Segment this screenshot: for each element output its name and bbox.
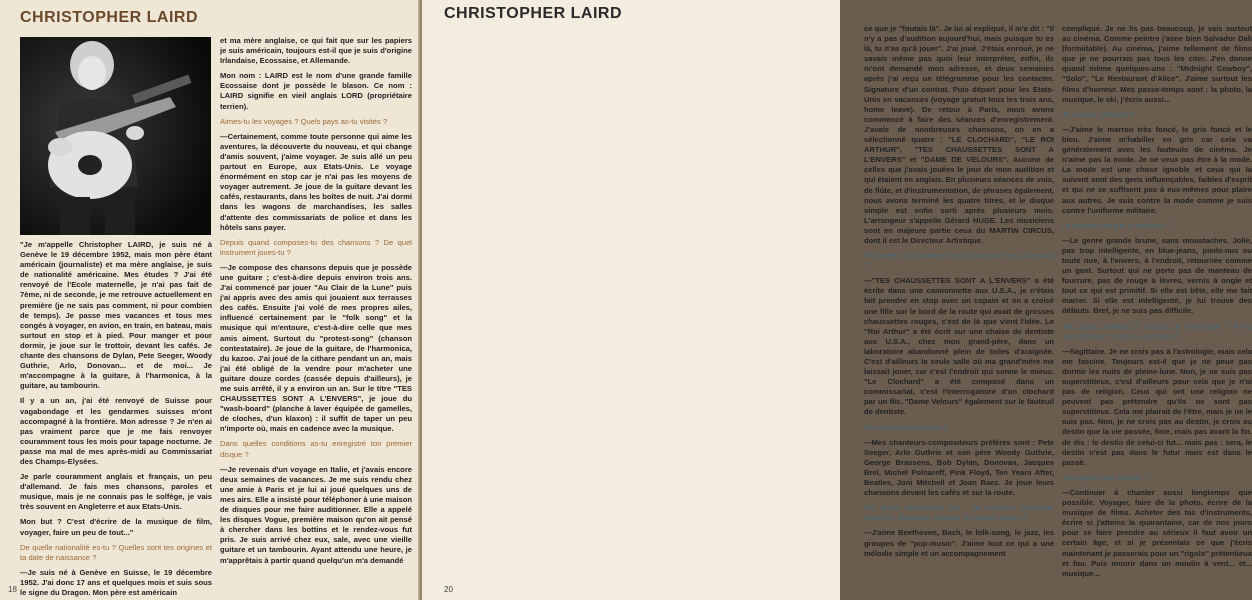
interview-answer: Mon nom : LAIRD est le nom d'une grande famille Ecossaise dont je possède le blason. Ce nom : LAIRD signifie en vieil anglais LORD (propriétaire terrien). — [220, 71, 412, 111]
interview-question: Ton signe zodiacal ? Crois-tu à l'astrologie ? Es-tu superstitieux ? Crois-tu au destin ? — [1062, 321, 1252, 341]
interview-answer: "Je m'appelle Christopher LAIRD, je suis né à Genève le 19 décembre 1952, mais mon père étant américain (journaliste) et ma mère anglaise, je suis de nationalité américaine. Mes études ? J'ai été renvoyé de l'Ecole maternelle, je n'ai pas fait de 7ème, ni de seconde, je me retrouve actuellement en première (je ne sais pas comment, ni pour combien de temps). Je passe mes vacances et tous mes congés à voyager, en avion, en train, en bateau, mais surtout en stop et à pied. Pour manger et pour dormir, je joue sur le trottoir, devant les cafés. Je chante des chansons de Dylan, Pete Seeger, Woody Guthrie, Arlo, Donovan... et de moi... Je m'accompagne à la guitare, à l'harmonica, à la guitare, au tambourin. — [20, 240, 212, 391]
interview-answer: —J'aime le marron très foncé, le gris foncé et le bleu. J'aime m'habiller en gris car cela va généralement avec les fauteuils de cinéma. Je n'aime pas la mode. Je ne veux pas être à la mode. La mode est une chose ignoble et ceux qui la suivent sont des gens influençables, faibles d'esprit et qui ne se suffisent pas à eux-mêmes pour plaire aux autres. Je suis contre la mode comme je suis contre l'uniforme militaire. — [1062, 124, 1252, 215]
text-column-3 — [864, 24, 1054, 594]
page-number-left: 18 — [8, 585, 17, 594]
interview-answer: —Mes chanteurs-compositeurs préférés sont : Pete Seeger, Arlo Guthrie et son père Woody Guthrie, George Brassens, Bob Dylan, Donovan, Jacques Brel, Michel Polnareff, Pink Floyd, Ten Years After, Beatles, Joni Mitchell et Joan Baez. Je joue leurs chansons devant les cafés et sur la route. — [864, 437, 1054, 498]
text-column-1 — [20, 240, 212, 595]
interview-question: Tes goûts personnels sur : la musique classique, moderne, littérature, cinéma. Ton passe-temps ? — [864, 503, 1054, 523]
interview-question: Ta couleur préférée ? — [1062, 109, 1134, 119]
page-title-right: CHRISTOPHER LAIRD — [444, 5, 622, 22]
interview-answer: —Je compose des chansons depuis que je possède une guitare ; c'est-à-dire depuis environ trois ans. J'ai commencé par jouer "Au Clair de la Lune" puis j'ai appris avec des amis qui jouaient aux terrasses des cafés. Ensuite j'ai volé de mes propres ailes, influencé certainement par le "folk song" et la musique qui m'entoure, c'est-à-dire celle que mes amis aiment. Surtout du "protest-song" (chanson contestataire). Je joue de la guitare, de l'harmonica, du kazoo. J'ai joué de la cithare pendant un an, mais j'ai été obligé de la vendre pour m'acheter une guitare douze cordes (cassée depuis d'ailleurs), je me suis arrêté, il y a environ un an. Sur le titre "TES CHAUSSETTES SONT A L'ENVERS", je joue du "wash-board" (planche à laver équipée de gamelles, de cloches, d'un klaxon) : il suffit de taper un peu n'importe où, mais en cadence avec la musique. — [220, 262, 412, 434]
interview-answer: ce que je "foutais là". Je lui ai expliqué, il m'a dit : "Il n'y a pas d'audition aujourd'hui, mais puisque tu es là, tu n'as qu'à jouer". J'ai joué. J'étais enroué, je ne savais même pas quoi leur interpréter, enfin, ils m'ont demandé mon adresse, et deux semaines après j'ai reçu un télégramme pour les contacter. Signature d'un contrat. Puis départ pour les Etats-Unis en vacances (voyage gratuit tous les trois ans, home leave). De retour à Paris, nous avons commencé à faire des séances d'enregistrement. J'avais de nombreuses chansons, on en a sélectionné quatre : "LE CLOCHARD", "LE ROI ARTHUR", "TES CHAUSSETTES SONT A L'ENVERS" et "DAME DE VELOURS". Aucune de celles que j'avais jouées le jour de mon audition et qui étaient en anglais. En plusieurs séances de voix, de flûte, et d'instrumentation, de phrases également, nous avons terminé les quatre titres, et le disque simple est enfin sorti après plusieurs mois. L'arrangeur s'appelle Gérard HUGE. Les musiciens sont en majeure partie ceux du MARTIN CIRCUS, dont il est le Directeur Artistique. — [864, 24, 1054, 245]
interview-question: Depuis quand composes-tu des chansons ? De quel instrument joues-tu ? — [220, 237, 412, 257]
interview-answer: —Continuer à chanter aussi longtemps que possible. Voyager, faire de la photo, écrire de la musique de films. Acheter des tas d'instruments, écrire si j'atteins la quarantaine, car de nos jours pour se faire prendre au sérieux il faut avoir un certain âge, et si je présentais ce que j'écris maintenant je passerais pour un "rigolo" prétentieux et fou. Puis mourir dans un moulin à vent... et... musique... — [1062, 487, 1252, 578]
guitarist-photo-illustration — [20, 37, 211, 235]
interview-question: Dans quelles conditions as-tu enregistré ton premier disque ? — [220, 439, 412, 459]
interview-question: Tes projets pour l'avenir ? — [1062, 472, 1149, 482]
text-column-4 — [1062, 24, 1252, 594]
right-page — [422, 0, 1252, 600]
interview-answer: —Je suis né à Genève en Suisse, le 19 décembre 1952. J'ai donc 17 ans et quelques mois et suis sous le signe du Dragon. Mon père est américain — [20, 567, 212, 597]
text-column-2 — [220, 36, 412, 591]
interview-answer: Il y a un an, j'ai été renvoyé de Suisse pour vagabondage et les gendarmes suisses m'ont accompagné à la frontière. Mon adresse ? Je n'en ai pas vraiment parce que je me fais renvoyer couramment tous les mois pour tapage nocturne. Je passe ma mal de mes après-midi au Commissariat des Champs-Elysées. — [20, 396, 212, 466]
interview-answer: —"TES CHAUSSETTES SONT A L'ENVERS" a été écrite dans une camionnette aux U.S.A., je n'étais fait prendre en stop avec un copain et on a croisé une fille sur le bord de la route qui avait de grosses chaussettes rouges, c'est de là que vient l'idée. Le "Roi Arthur" a été écrit sur une chaise de dentiste aux U.S.A., chez mon grand-père, dans un laboratoire abandonné plein de toiles d'araignée. C'est d'ailleurs la seule salle où ma grand'mère me laissait jouer, car c'est l'endroit qui sonne le mieux. "Le Clochard" a été composé dans un commissariat, c'est l'interrogatoire d'un clochard par un flic. "Dame Velours" également sur le fauteuil de dentiste. — [864, 276, 1054, 417]
interview-answer: Mon but ? C'est d'écrire de la musique de film, voyager, faire un peu de tout..." — [20, 517, 212, 537]
interview-answer: —Certainement, comme toute personne qui aime les aventures, la découverte du nouveau, et qui change d'amis souvent, j'aime voyager. Je suis allé un peu partout en Europe, aux Etats-Unis. Le voyage énormément en stop car je n'ai pas les moyens de voyager autrement. Je joue de la guitare devant les cafés, restaurants, dans les boîtes de nuit. J'ai dormi dans les wagons de marchandises, les salles d'attente des commissariats de police et dans les hôtels sans payer. — [220, 131, 412, 232]
interview-answer: —Sagittaire. Je ne crois pas à l'astrologie, mais cela me fascine. Toujours est-il que je ne peux pas dormir les nuits de pleine-lune. Non, je ne suis pas superstitieux, c'est d'ailleurs pour cela que je n'ai pas de religion. Ceux qui ont une religion ne peuvent pas prétendre qu'ils ne sont pas superstitieux. Cela me plairait de l'être, mais je ne le suis pas. Non, je ne crois pas au destin, je crois au destin que la vie passée, finie, mais pas avant la fin. de dis : le destin de celui-ci fut... mais pas : sera, le destin n'est pas dans le futur mais est dans le passé. — [1062, 346, 1252, 467]
interview-answer: et ma mère anglaise, ce qui fait que sur les papiers je suis américain, toujours est-il que je suis d'origine Irlandaise, Ecossaise, et Allemande. — [220, 36, 412, 66]
interview-answer: Je parle couramment anglais et français, un peu d'allemand. Je fais mes chansons, paroles et musique, mais je ne connais pas le solfège, je vais très souvent en Angleterre et aux Etats-Unis. — [20, 472, 212, 512]
page-title-left: CHRISTOPHER LAIRD — [20, 9, 198, 26]
interview-answer: —J'aime Beethoven, Bach, le folk-song, le jazz, les groupes de "pop-music". J'aime tout ce qui a une mélodie simple et un accompagnement — [864, 528, 1054, 558]
interview-question: De quelle nationalité es-tu ? Quelles sont tes origines et ta date de naissance ? — [20, 542, 212, 562]
interview-answer: compliqué. Je ne lis pas beaucoup, je vais surtout au cinéma. Comme peintre j'aime bien Salvador Dali (formidable). Au cinéma, j'aime tellement de films que je ne pourrais pas tous les citer. J'en donne quand même quelques-uns : "Midnight Cowboy", "Solo", "Le Restaurant d'Alice". J'aime surtout les films d'horreur. Mes passe-temps sont : la photo, la musique, le ski, j'écris aussi... — [1062, 24, 1252, 104]
left-page — [0, 0, 420, 600]
interview-question: Tes chanteurs préférés ? — [864, 422, 948, 432]
page-number-right: 20 — [444, 585, 453, 594]
interview-answer: —Je revenais d'un voyage en Italie, et j'avais encore deux semaines de vacances. Je me suis rendu chez une amie à Paris et je lui ai joué quelques uns de mes airs. Elle a insisté pour téléphoner à une maison de disques pour me faire auditionner. Elle a appelé les disques Vogue, première maison qu'on ait pensé à chercher dans les bottins et le rendez-vous fut pris. Je suis arrivé chez eux, sale, avec une vieille guitare et un tambourin. Ayant attendu une heure, je m'apprêtais à partir quand quelqu'un m'a demandé — [220, 464, 412, 565]
interview-question: En quelles circonstances as-tu composé ces chansons ? — [864, 251, 1054, 271]
interview-question: Le type de fille que tu préfères ? — [1062, 220, 1171, 230]
artist-photo — [20, 37, 211, 235]
interview-answer: —Le genre grande brune, sans moustaches. Jolie, pas trop intelligente, en blue-jeans, pieds-nus ou toute nue, à l'envers, à l'endroit, retournée comme un gant. Surtout qui ne porte pas de manteau de fourrure, pas de rouge à lèvres, vernis à ongle et tout ce qui est primitif. Si elle est bête, elle me fait marrer. Si elle est intelligente, je lui trouve des défauts. Bref, je ne suis pas difficile. — [1062, 235, 1252, 316]
interview-question: Aimes-tu les voyages ? Quels pays as-tu visités ? — [220, 116, 388, 126]
